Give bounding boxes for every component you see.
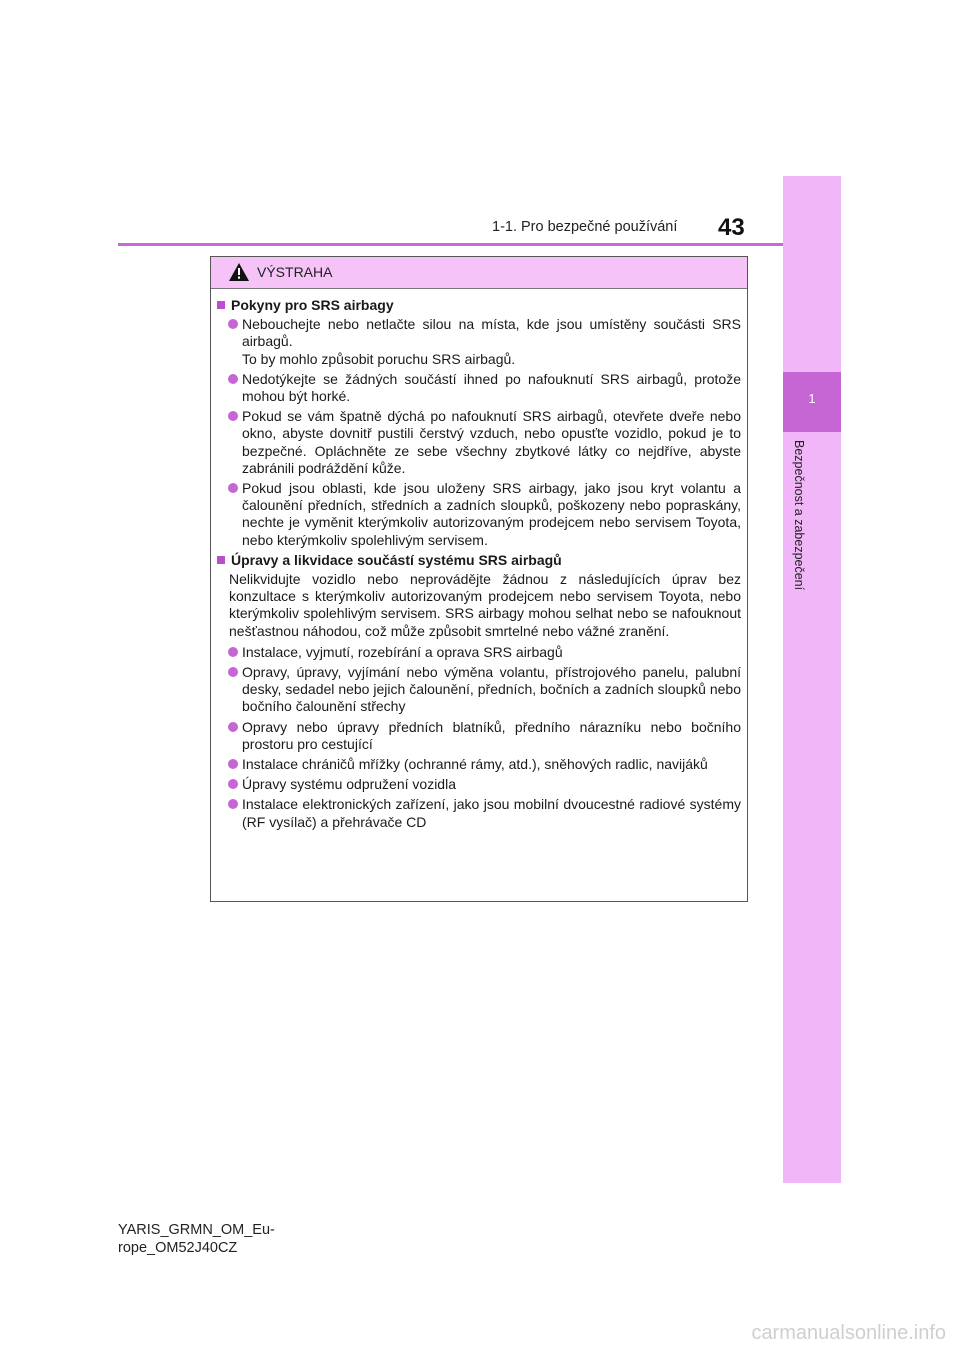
list-item-text: Úpravy systému odpružení vozidla	[242, 776, 456, 793]
section-intro: Nelikvidujte vozidlo nebo neprovádějte žádnou z následujících úprav bez konzultace s kterýmkoliv autorizovaným prodejcem nebo servisem Toyota, nebo kterýmkoliv spolehlivým servisem. SRS airbagy mohou selhat nebo se nafouknout nešťastnou náhodou, což může způsobit smrtelné nebo vážné zranění.	[229, 571, 741, 639]
warning-title: VÝSTRAHA	[257, 264, 333, 280]
square-bullet-icon	[217, 556, 225, 564]
warning-header	[211, 257, 747, 289]
list-item	[217, 776, 741, 793]
round-bullet-icon	[228, 799, 238, 809]
round-bullet-icon	[228, 667, 238, 677]
list-item-text: Instalace, vyjmutí, rozebírání a oprava SRS airbagů	[242, 643, 563, 660]
section-heading-text: Úpravy a likvidace součástí systému SRS airbagů	[231, 551, 562, 568]
round-bullet-icon	[228, 483, 238, 493]
list-item-text: Nebouchejte nebo netlačte silou na místa, kde jsou umístěny součásti SRS airbagů.	[242, 316, 741, 350]
list-item	[217, 719, 741, 753]
round-bullet-icon	[228, 722, 238, 732]
round-bullet-icon	[228, 779, 238, 789]
document-code-line2: rope_OM52J40CZ	[118, 1240, 238, 1256]
section-heading	[217, 552, 741, 569]
chapter-number: 1	[808, 391, 816, 406]
section-heading-text: Pokyny pro SRS airbagy	[231, 297, 394, 313]
document-code	[118, 1221, 275, 1257]
list-item	[217, 480, 741, 549]
list-item-note: To by mohlo způsobit poruchu SRS airbagů.	[242, 350, 516, 367]
watermark: carmanualsonline.info	[751, 1322, 946, 1344]
round-bullet-icon	[228, 759, 238, 769]
chapter-number-block[interactable]	[783, 372, 841, 432]
warning-box	[210, 256, 748, 902]
round-bullet-icon	[228, 374, 238, 384]
square-bullet-icon	[217, 301, 225, 309]
list-item-text: Opravy nebo úpravy předních blatníků, předního nárazníku nebo bočního prostoru pro cestující	[242, 718, 741, 752]
header-divider	[118, 243, 783, 246]
document-code-line1: YARIS_GRMN_OM_Eu-	[118, 1222, 275, 1238]
list-item	[217, 664, 741, 716]
page-number: 43	[718, 214, 745, 241]
list-item-text: Instalace elektronických zařízení, jako jsou mobilní dvoucestné radiové systémy (RF vysílač) a přehrávače CD	[242, 796, 741, 830]
list-item-text: Instalace chráničů mřížky (ochranné rámy, atd.), sněhových radlic, navijáků	[242, 756, 708, 773]
list-item-text: Pokud jsou oblasti, kde jsou uloženy SRS airbagy, jako jsou kryt volantu a čalounění předních, středních a zadních sloupků, poškozeny nebo popraskány, nechte je vyměnit kterýmkoliv autorizovaným prodejcem nebo servisem Toyota, nebo kterýmkoliv spolehlivým servisem.	[242, 480, 741, 548]
warning-triangle-icon	[228, 262, 250, 282]
list-item	[217, 316, 741, 368]
section-title: 1-1. Pro bezpečné používání	[492, 219, 678, 235]
chapter-side-tab	[783, 176, 841, 1183]
section-heading	[217, 297, 741, 314]
round-bullet-icon	[228, 411, 238, 421]
chapter-title: Bezpečnost a zabezpečení	[792, 440, 806, 591]
list-item-text: Opravy, úpravy, vyjímání nebo výměna volantu, přístrojového panelu, palubní desky, sedadel nebo jejich čalounění, předních, bočních a zadních sloupků nebo bočního čalounění střechy	[242, 664, 741, 715]
warning-body	[211, 289, 747, 831]
list-item	[217, 644, 741, 661]
round-bullet-icon	[228, 319, 238, 329]
list-item	[217, 371, 741, 405]
list-item-text: Pokud se vám špatně dýchá po nafouknutí SRS airbagů, otevřete dveře nebo okno, abyste dovnitř pustili čerstvý vzduch, nebo opusťte vozidlo, pokud je to bezpečné. Opláchněte ze sebe všechny zbytkové látky co nejdříve, abyste zabránili podráždění kůže.	[242, 408, 741, 476]
list-item-text: Nedotýkejte se žádných součástí ihned po nafouknutí SRS airbagů, protože mohou být horké.	[242, 370, 741, 405]
round-bullet-icon	[228, 647, 238, 657]
list-item	[217, 408, 741, 477]
list-item	[217, 756, 741, 773]
list-item	[217, 796, 741, 830]
